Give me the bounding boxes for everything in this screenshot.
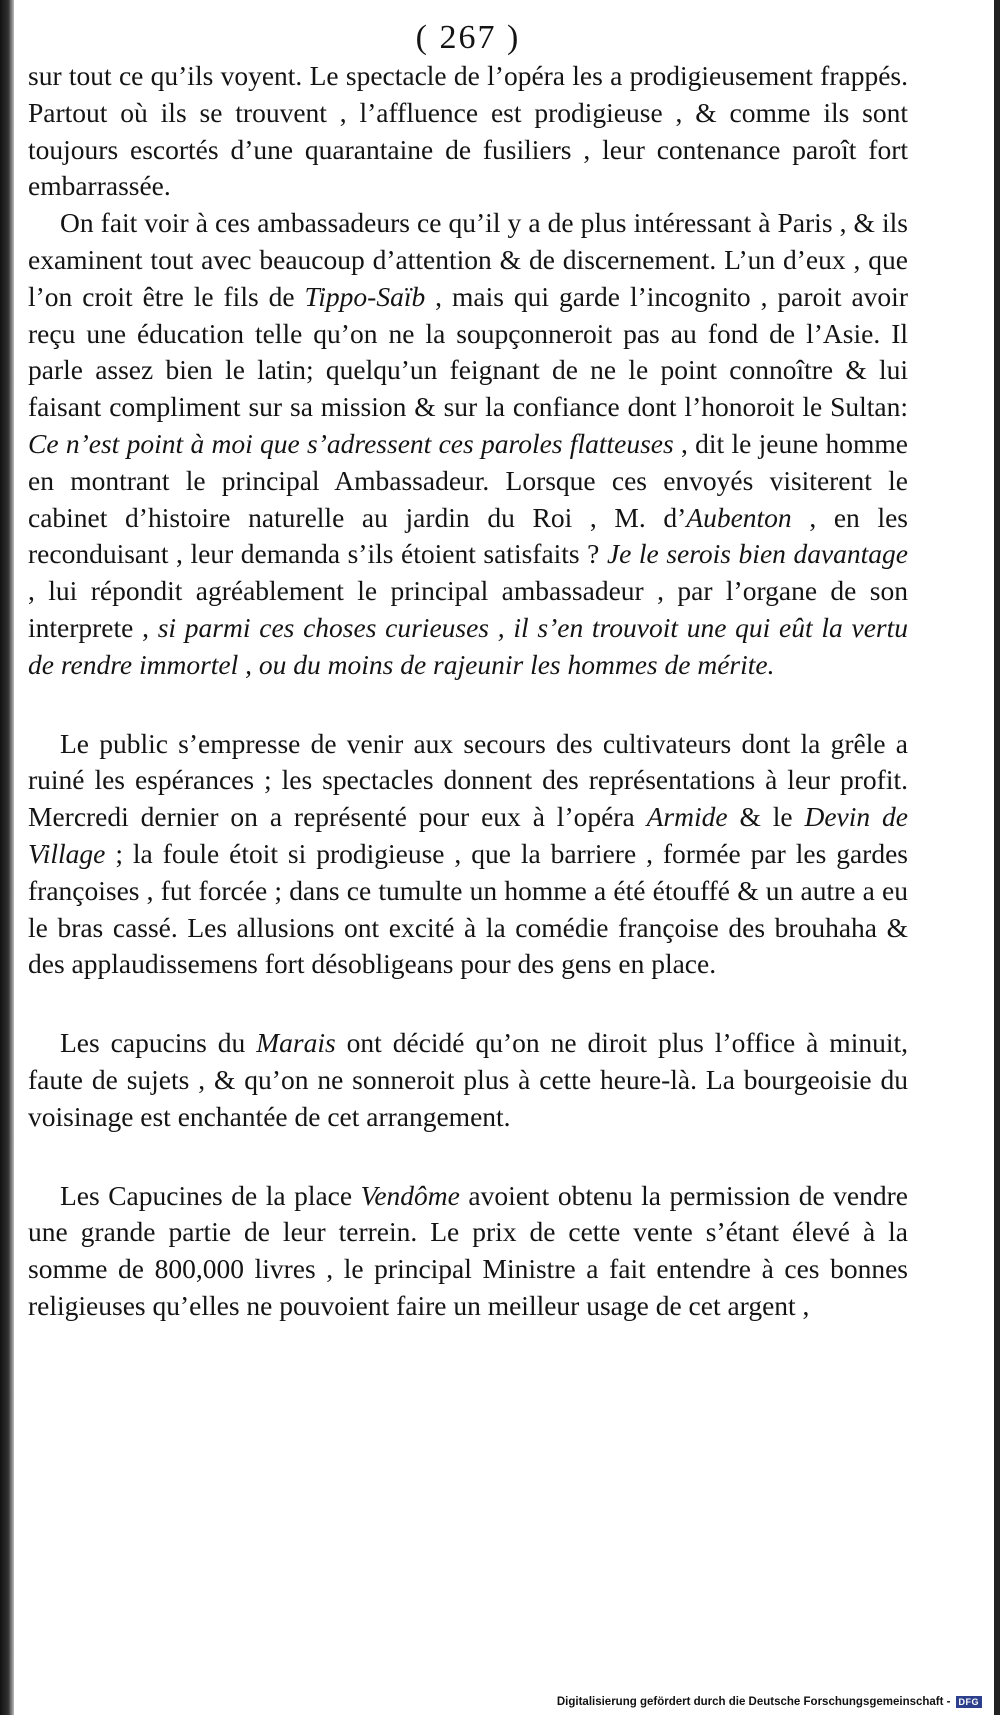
text-segment: ont décidé qu’on ne diroit plus l’office à minuit, faute de sujets , & qu’on ne sonneroit plus à cette heure-là. La bourgeoisie du voisinage est enchantée de cet arrangement. (28, 1027, 908, 1132)
italic-text-segment: Je le serois bien davantage (606, 538, 909, 570)
italic-text-segment: Armide (646, 801, 728, 833)
text-segment: ; la foule étoit si prodigieuse , que la barriere , formée par les gardes françoises , fut forcée ; dans ce tumulte un homme a été étouffé & un autre a eu le bras cassé. Les allusions ont excité à la comédie françoise des brouhaha & des applaudissemens fort désobligeans pour des gens en place. (28, 837, 908, 980)
text-segment: sur tout ce qu’ils voyent. Le spectacle de l’opéra les a prodigieusement frappés. Partout où ils se trouvent , l’affluence est prodigieuse , & comme ils sont toujours escortés d’une quarantaine de fusiliers , leur contenance paroît fort embarrassée. (28, 60, 908, 202)
page-text (28, 58, 908, 1325)
dfg-logo: DFG (956, 1696, 983, 1708)
text-segment: Les capucins du (60, 1027, 257, 1059)
text-segment: Le public s’empresse de venir aux secours des cultivateurs dont la grêle a ruiné les espérances ; les spectacles donnent des représentations à leur profit. Mercredi dernier on a représenté pour eux à l’opéra (28, 727, 908, 833)
italic-text-segment: si parmi ces choses curieuses , il s’en trouvoit une qui eût la vertu de rendre immortel , ou du moins de rajeunir les hommes de mérite. (28, 611, 909, 680)
paragraph-gap (28, 684, 908, 726)
italic-text-segment: Ce n’est point à moi que s’adressent ces paroles flatteuses (28, 427, 674, 459)
text-segment: avoient obtenu la permission de vendre une grande partie de leur terrein. Le prix de cette vente s’étant élevé à la somme de 800,000 livres , le principal Ministre a fait entendre à ces bonnes religieuses qu’elles ne pouvoient faire un meilleur usage de cet argent , (28, 1179, 908, 1321)
digitization-credit (557, 1693, 982, 1711)
italic-text-segment: Aubenton (686, 501, 792, 533)
paragraph-gap (28, 983, 908, 1025)
text-segment: On fait voir à ces ambassadeurs ce qu’il y a de plus intéressant à Paris , & ils examinent tout avec beaucoup d’attention & de discernement. L’un d’eux , que l’on croit être le fils de (28, 207, 908, 312)
paragraph-capucins (28, 1025, 908, 1135)
page-number: ( 267 ) (415, 19, 521, 56)
paragraph-ambassadors-1 (28, 58, 908, 205)
paragraph-ambassadors-2 (28, 205, 908, 683)
paragraph-capucines (28, 1178, 908, 1325)
text-segment: , mais qui garde l’incognito , paroit avoir reçu une éducation telle qu’on ne la soupçonneroit pas au fond de l’Asie. Il parle assez bien le latin; quelqu’un feignant de ne le point connoître & lui faisant compliment sur sa mission & sur la confiance dont l’honoroit le Sultan: (28, 280, 908, 423)
italic-text-segment: Tippo-Saïb (304, 280, 426, 312)
text-segment: , dit le jeune homme en montrant le principal Ambassadeur. Lorsque ces envoyés visiterent le cabinet d’histoire naturelle au jardin du Roi , M. d’ (28, 427, 908, 533)
credit-text: Digitalisierung gefördert durch die Deutsche Forschungsgemeinschaft - (556, 1696, 951, 1708)
scan-right-border (994, 0, 1000, 1715)
text-segment: & le (727, 801, 805, 833)
italic-text-segment: Vendôme (360, 1179, 460, 1211)
text-segment: , lui répondit agréablement le principal ambassadeur , par l’organe de son interprete , (28, 575, 908, 643)
text-segment: Les Capucines de la place (60, 1179, 361, 1211)
book-page (28, 18, 908, 1668)
italic-text-segment: Devin de Village (28, 801, 908, 869)
italic-text-segment: Marais (256, 1027, 336, 1059)
paragraph-gap (28, 1136, 908, 1178)
book-gutter-shadow (0, 0, 14, 1715)
paragraph-public-aid (28, 726, 908, 984)
text-segment: , en les reconduisant , leur demanda s’ils étoient satisfaits ? (28, 501, 908, 570)
